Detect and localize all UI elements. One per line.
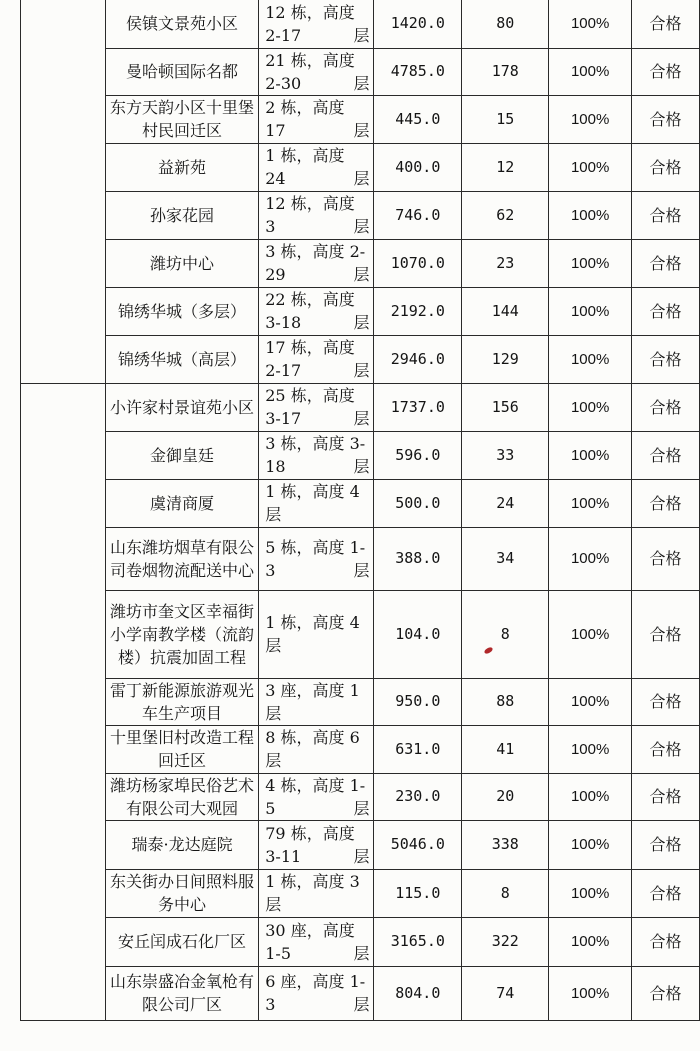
cell-building-spec: 2 栋，高度 17 层 xyxy=(259,95,374,143)
cell-building-spec: 30 座，高度 1-5 层 xyxy=(259,917,374,966)
cell-area: 4785.0 xyxy=(374,48,462,95)
cell-name: 山东崇盛冶金氧枪有限公司厂区 xyxy=(105,966,258,1020)
table-row xyxy=(21,143,700,191)
cell-count: 80 xyxy=(462,0,549,48)
cell-pass-rate: 100% xyxy=(549,725,632,773)
table-row xyxy=(21,0,700,48)
cell-result: 合格 xyxy=(632,95,700,143)
cell-result: 合格 xyxy=(632,431,700,479)
cell-result: 合格 xyxy=(632,917,700,966)
cell-result: 合格 xyxy=(632,590,700,678)
cell-result: 合格 xyxy=(632,869,700,917)
table-row xyxy=(21,383,700,431)
inspection-table xyxy=(20,0,700,1021)
cell-pass-rate: 100% xyxy=(549,95,632,143)
table-row xyxy=(21,335,700,383)
cell-building-spec: 12 栋，高度 3 层 xyxy=(259,191,374,239)
cell-count: 41 xyxy=(462,725,549,773)
cell-name: 锦绣华城（多层） xyxy=(105,287,258,335)
cell-result: 合格 xyxy=(632,820,700,869)
cell-result: 合格 xyxy=(632,479,700,527)
cell-area: 400.0 xyxy=(374,143,462,191)
cell-result: 合格 xyxy=(632,287,700,335)
cell-pass-rate: 100% xyxy=(549,527,632,590)
cell-result: 合格 xyxy=(632,383,700,431)
table-row xyxy=(21,95,700,143)
cell-name: 瑞泰·龙达庭院 xyxy=(105,820,258,869)
cell-pass-rate: 100% xyxy=(549,590,632,678)
cell-count: 62 xyxy=(462,191,549,239)
table-row xyxy=(21,287,700,335)
cell-name: 东关街办日间照料服务中心 xyxy=(105,869,258,917)
cell-result: 合格 xyxy=(632,191,700,239)
cell-name: 雷丁新能源旅游观光车生产项目 xyxy=(105,678,258,725)
cell-count: 8 xyxy=(462,590,549,678)
cell-building-spec: 6 座，高度 1-3 层 xyxy=(259,966,374,1020)
cell-building-spec: 1 栋，高度 4 层 xyxy=(259,590,374,678)
cell-result: 合格 xyxy=(632,239,700,287)
cell-pass-rate: 100% xyxy=(549,820,632,869)
cell-pass-rate: 100% xyxy=(549,678,632,725)
cell-name: 潍坊杨家埠民俗艺术有限公司大观园 xyxy=(105,773,258,820)
cell-pass-rate: 100% xyxy=(549,917,632,966)
cell-area: 104.0 xyxy=(374,590,462,678)
cell-area: 1070.0 xyxy=(374,239,462,287)
table-row xyxy=(21,431,700,479)
cell-building-spec: 12 栋，高度 2-17 层 xyxy=(259,0,374,48)
cell-count: 129 xyxy=(462,335,549,383)
cell-area: 1420.0 xyxy=(374,0,462,48)
cell-pass-rate: 100% xyxy=(549,0,632,48)
cell-building-spec: 21 栋，高度 2-30 层 xyxy=(259,48,374,95)
cell-pass-rate: 100% xyxy=(549,773,632,820)
cell-result: 合格 xyxy=(632,335,700,383)
table-row xyxy=(21,48,700,95)
cell-building-spec: 5 栋，高度 1-3 层 xyxy=(259,527,374,590)
cell-area: 445.0 xyxy=(374,95,462,143)
cell-name: 益新苑 xyxy=(105,143,258,191)
cell-name: 金御皇廷 xyxy=(105,431,258,479)
cell-count: 322 xyxy=(462,917,549,966)
cell-area: 596.0 xyxy=(374,431,462,479)
cell-area: 950.0 xyxy=(374,678,462,725)
cell-area: 2946.0 xyxy=(374,335,462,383)
cell-pass-rate: 100% xyxy=(549,869,632,917)
cell-pass-rate: 100% xyxy=(549,383,632,431)
cell-name: 锦绣华城（高层） xyxy=(105,335,258,383)
cell-area: 115.0 xyxy=(374,869,462,917)
cell-pass-rate: 100% xyxy=(549,239,632,287)
cell-pass-rate: 100% xyxy=(549,966,632,1020)
cell-category xyxy=(21,0,106,383)
cell-count: 8 xyxy=(462,869,549,917)
cell-result: 合格 xyxy=(632,773,700,820)
cell-count: 144 xyxy=(462,287,549,335)
cell-count: 23 xyxy=(462,239,549,287)
cell-area: 804.0 xyxy=(374,966,462,1020)
cell-count: 88 xyxy=(462,678,549,725)
cell-area: 230.0 xyxy=(374,773,462,820)
table-row xyxy=(21,239,700,287)
cell-building-spec: 25 栋，高度 3-17 层 xyxy=(259,383,374,431)
table-row xyxy=(21,869,700,917)
table-row xyxy=(21,479,700,527)
table-row xyxy=(21,820,700,869)
cell-count: 20 xyxy=(462,773,549,820)
cell-pass-rate: 100% xyxy=(549,287,632,335)
table-row xyxy=(21,590,700,678)
cell-pass-rate: 100% xyxy=(549,431,632,479)
cell-count: 34 xyxy=(462,527,549,590)
cell-building-spec: 1 栋，高度 4 层 xyxy=(259,479,374,527)
cell-name: 虞清商厦 xyxy=(105,479,258,527)
cell-building-spec: 8 栋，高度 6 层 xyxy=(259,725,374,773)
cell-building-spec: 1 栋，高度 24 层 xyxy=(259,143,374,191)
cell-area: 2192.0 xyxy=(374,287,462,335)
cell-name: 潍坊市奎文区幸福街小学南教学楼（流韵楼）抗震加固工程 xyxy=(105,590,258,678)
cell-building-spec: 3 座，高度 1 层 xyxy=(259,678,374,725)
cell-result: 合格 xyxy=(632,678,700,725)
cell-building-spec: 3 栋，高度 2-29 层 xyxy=(259,239,374,287)
cell-building-spec: 22 栋，高度 3-18 层 xyxy=(259,287,374,335)
table-row xyxy=(21,191,700,239)
cell-result: 合格 xyxy=(632,48,700,95)
cell-count: 178 xyxy=(462,48,549,95)
cell-area: 1737.0 xyxy=(374,383,462,431)
cell-count: 338 xyxy=(462,820,549,869)
cell-name: 侯镇文景苑小区 xyxy=(105,0,258,48)
cell-count: 24 xyxy=(462,479,549,527)
cell-name: 安丘闰成石化厂区 xyxy=(105,917,258,966)
cell-building-spec: 1 栋，高度 3 层 xyxy=(259,869,374,917)
cell-pass-rate: 100% xyxy=(549,48,632,95)
cell-result: 合格 xyxy=(632,0,700,48)
cell-building-spec: 4 栋，高度 1-5 层 xyxy=(259,773,374,820)
cell-name: 山东潍坊烟草有限公司卷烟物流配送中心 xyxy=(105,527,258,590)
cell-area: 500.0 xyxy=(374,479,462,527)
cell-name: 孙家花园 xyxy=(105,191,258,239)
cell-area: 631.0 xyxy=(374,725,462,773)
cell-name: 东方天韵小区十里堡村民回迁区 xyxy=(105,95,258,143)
cell-result: 合格 xyxy=(632,143,700,191)
table-row xyxy=(21,725,700,773)
cell-name: 十里堡旧村改造工程回迁区 xyxy=(105,725,258,773)
table-row xyxy=(21,527,700,590)
cell-name: 小许家村景谊苑小区 xyxy=(105,383,258,431)
cell-pass-rate: 100% xyxy=(549,335,632,383)
cell-building-spec: 79 栋，高度 3-11 层 xyxy=(259,820,374,869)
cell-area: 388.0 xyxy=(374,527,462,590)
cell-name: 曼哈顿国际名都 xyxy=(105,48,258,95)
cell-pass-rate: 100% xyxy=(549,143,632,191)
cell-count: 33 xyxy=(462,431,549,479)
cell-count: 15 xyxy=(462,95,549,143)
table-row xyxy=(21,917,700,966)
cell-category xyxy=(21,383,106,1020)
cell-count: 74 xyxy=(462,966,549,1020)
table-row xyxy=(21,966,700,1020)
cell-pass-rate: 100% xyxy=(549,479,632,527)
cell-count: 12 xyxy=(462,143,549,191)
cell-count: 156 xyxy=(462,383,549,431)
cell-result: 合格 xyxy=(632,966,700,1020)
table-row xyxy=(21,678,700,725)
table-row xyxy=(21,773,700,820)
cell-result: 合格 xyxy=(632,725,700,773)
cell-pass-rate: 100% xyxy=(549,191,632,239)
cell-building-spec: 3 栋，高度 3-18 层 xyxy=(259,431,374,479)
cell-area: 5046.0 xyxy=(374,820,462,869)
cell-result: 合格 xyxy=(632,527,700,590)
cell-building-spec: 17 栋，高度 2-17 层 xyxy=(259,335,374,383)
cell-area: 3165.0 xyxy=(374,917,462,966)
table-body xyxy=(21,0,700,1020)
cell-area: 746.0 xyxy=(374,191,462,239)
cell-name: 潍坊中心 xyxy=(105,239,258,287)
